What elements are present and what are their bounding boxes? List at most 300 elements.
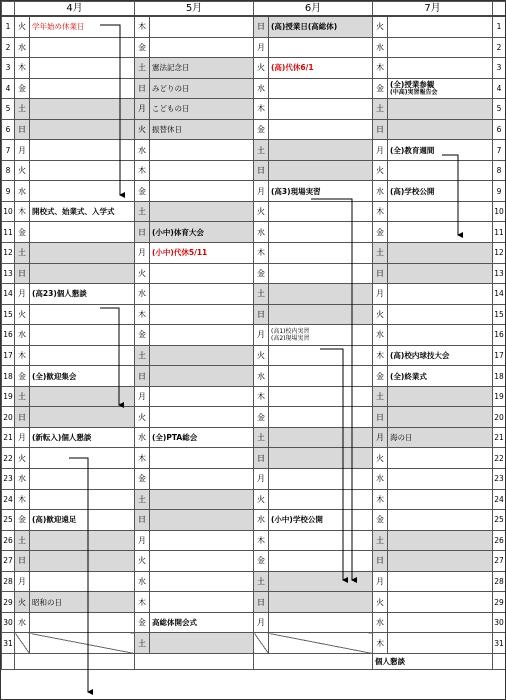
event-text: (小中)体育大会: [152, 227, 204, 237]
weekday-cell: 火: [254, 345, 269, 366]
event-cell: [150, 489, 254, 510]
event-cell: [269, 181, 373, 202]
weekday-cell: 木: [15, 489, 30, 510]
day-number: 26: [493, 530, 506, 551]
weekday-cell: 月: [135, 243, 150, 264]
event-cell: [150, 140, 254, 161]
day-number: 5: [2, 99, 15, 120]
event-cell: [388, 592, 493, 613]
day-number: 31: [493, 633, 506, 654]
weekday-cell: 土: [135, 489, 150, 510]
day-row: [2, 325, 506, 346]
event-text: (小中)代休5/11: [152, 248, 208, 258]
event-cell: [150, 530, 254, 551]
event-cell: [150, 263, 254, 284]
month-header: 6月: [254, 2, 373, 17]
day-number: 22: [493, 448, 506, 469]
weekday-cell: 火: [373, 304, 388, 325]
weekday-cell: 水: [373, 469, 388, 490]
day-number: 21: [493, 427, 506, 448]
day-row: [2, 243, 506, 264]
event-text: (高)学校公開: [390, 186, 435, 196]
event-cell: [269, 592, 373, 613]
event-cell: [269, 366, 373, 387]
weekday-cell: 金: [373, 366, 388, 387]
event-cell: [388, 366, 493, 387]
event-cell: [150, 469, 254, 490]
day-number: 12: [2, 243, 15, 264]
day-number: 1: [2, 16, 15, 37]
day-number: 25: [493, 510, 506, 531]
event-cell: [150, 243, 254, 264]
weekday-cell: 水: [15, 469, 30, 490]
event-text: (高23)個人懇談: [32, 289, 87, 299]
weekday-cell: 火: [15, 16, 30, 37]
weekday-cell: 水: [15, 181, 30, 202]
month-header: 7月: [373, 2, 493, 17]
event-text: 昭和の日: [32, 597, 62, 607]
event-cell: [30, 58, 135, 79]
event-cell: [388, 243, 493, 264]
weekday-cell: 金: [135, 469, 150, 490]
event-cell: [388, 16, 493, 37]
event-cell: [388, 201, 493, 222]
weekday-cell: 金: [135, 612, 150, 633]
weekday-cell: 水: [254, 510, 269, 531]
day-number: 24: [2, 489, 15, 510]
event-cell: [150, 37, 254, 58]
footer-cell: [135, 653, 254, 669]
weekday-cell: 月: [135, 386, 150, 407]
event-cell: [150, 16, 254, 37]
day-number: 23: [2, 469, 15, 490]
weekday-cell: 金: [135, 181, 150, 202]
weekday-cell: 月: [254, 37, 269, 58]
event-cell: [388, 489, 493, 510]
day-number: 23: [493, 469, 506, 490]
weekday-cell: 日: [15, 119, 30, 140]
weekday-cell: 日: [135, 366, 150, 387]
weekday-cell: 日: [135, 222, 150, 243]
weekday-cell: 水: [135, 571, 150, 592]
event-text: 振替休日: [152, 125, 182, 134]
weekday-cell: 土: [15, 99, 30, 120]
event-text: (高)授業日(高総体): [271, 22, 338, 32]
event-cell: [388, 633, 493, 654]
event-cell: [30, 489, 135, 510]
event-cell: [150, 58, 254, 79]
weekday-cell: 火: [254, 201, 269, 222]
day-row: [2, 612, 506, 633]
event-cell: [388, 530, 493, 551]
event-text: (高3)現場実習: [271, 186, 321, 196]
event-cell: [388, 612, 493, 633]
day-number: 19: [2, 386, 15, 407]
weekday-cell: 日: [15, 551, 30, 572]
weekday-cell: 金: [373, 78, 388, 99]
day-number: 17: [2, 345, 15, 366]
event-cell: [269, 243, 373, 264]
event-cell: [150, 366, 254, 387]
event-cell: [388, 325, 493, 346]
event-cell: [150, 407, 254, 428]
event-cell: [269, 263, 373, 284]
calendar-body: [2, 16, 506, 653]
day-number: 25: [2, 510, 15, 531]
event-cell: [30, 345, 135, 366]
event-text: 海の日: [390, 433, 413, 443]
weekday-cell: 火: [15, 592, 30, 613]
day-number: 14: [493, 284, 506, 305]
weekday-cell: 土: [254, 427, 269, 448]
day-number: 18: [493, 366, 506, 387]
event-text: (高)校内球技大会: [390, 351, 450, 361]
weekday-cell: 木: [254, 99, 269, 120]
event-cell: [150, 201, 254, 222]
weekday-cell: 火: [15, 304, 30, 325]
day-number: 14: [2, 284, 15, 305]
weekday-cell: 水: [135, 140, 150, 161]
event-cell: [150, 99, 254, 120]
day-number: 3: [493, 58, 506, 79]
day-number: 19: [493, 386, 506, 407]
weekday-cell: 土: [135, 58, 150, 79]
day-number: 9: [493, 181, 506, 202]
event-cell: [30, 201, 135, 222]
day-row: [2, 119, 506, 140]
weekday-cell: 木: [373, 633, 388, 654]
event-text: (中高)実習報告会: [390, 89, 438, 97]
day-row: [2, 407, 506, 428]
event-cell: [388, 160, 493, 181]
day-number: 20: [2, 407, 15, 428]
event-cell: [388, 284, 493, 305]
day-row: [2, 16, 506, 37]
weekday-cell: 火: [15, 448, 30, 469]
event-cell: [388, 99, 493, 120]
day-row: [2, 37, 506, 58]
weekday-cell: 金: [373, 510, 388, 531]
weekday-cell: 木: [373, 201, 388, 222]
weekday-cell: 水: [254, 78, 269, 99]
event-cell: [269, 448, 373, 469]
event-cell: [30, 181, 135, 202]
weekday-cell: 日: [135, 510, 150, 531]
weekday-cell: 月: [135, 530, 150, 551]
weekday-cell: 日: [254, 592, 269, 613]
weekday-cell: 月: [15, 284, 30, 305]
event-cell: [30, 407, 135, 428]
day-number: 30: [493, 612, 506, 633]
event-cell: [30, 386, 135, 407]
day-row: [2, 58, 506, 79]
weekday-cell: 木: [373, 58, 388, 79]
weekday-cell: 日: [15, 407, 30, 428]
event-cell: [388, 510, 493, 531]
day-number: 27: [2, 551, 15, 572]
day-number: 21: [2, 427, 15, 448]
day-row: [2, 448, 506, 469]
weekday-cell: 日: [373, 551, 388, 572]
no-day-cell: [15, 633, 30, 654]
weekday-cell: 土: [135, 201, 150, 222]
event-text: (全)終業式: [390, 371, 427, 381]
event-cell: [269, 325, 373, 346]
event-cell: [150, 551, 254, 572]
weekday-cell: 金: [135, 325, 150, 346]
weekday-cell: 土: [15, 386, 30, 407]
day-number: 6: [493, 119, 506, 140]
weekday-cell: 火: [135, 263, 150, 284]
event-cell: [30, 119, 135, 140]
calendar-table: [1, 1, 506, 670]
weekday-cell: 土: [254, 140, 269, 161]
event-cell: [30, 530, 135, 551]
event-cell: [269, 345, 373, 366]
event-text: 開校式、始業式、入学式: [32, 207, 115, 217]
day-number: 10: [493, 201, 506, 222]
weekday-cell: 月: [15, 571, 30, 592]
event-cell: [269, 284, 373, 305]
weekday-cell: 日: [15, 263, 30, 284]
weekday-cell: 土: [254, 284, 269, 305]
weekday-cell: 月: [254, 469, 269, 490]
day-row: [2, 181, 506, 202]
event-cell: [150, 284, 254, 305]
event-cell: [388, 119, 493, 140]
day-row: [2, 571, 506, 592]
event-cell: [150, 427, 254, 448]
day-row: [2, 201, 506, 222]
event-cell: [388, 140, 493, 161]
event-cell: [388, 181, 493, 202]
day-number: 15: [493, 304, 506, 325]
weekday-cell: 火: [254, 489, 269, 510]
event-cell: [388, 345, 493, 366]
event-cell: [150, 633, 254, 654]
weekday-cell: 日: [373, 263, 388, 284]
event-cell: [388, 551, 493, 572]
weekday-cell: 土: [254, 571, 269, 592]
day-number: 28: [2, 571, 15, 592]
day-number: 8: [2, 160, 15, 181]
day-row: [2, 222, 506, 243]
event-cell: [150, 612, 254, 633]
event-cell: [269, 160, 373, 181]
footer-cell: [493, 653, 506, 669]
event-cell: [388, 37, 493, 58]
event-cell: [30, 263, 135, 284]
event-cell: [269, 571, 373, 592]
no-day-cell: [30, 633, 135, 654]
event-text: 憲法記念日: [152, 63, 190, 73]
weekday-cell: 木: [135, 16, 150, 37]
event-cell: [269, 99, 373, 120]
day-number: 10: [2, 201, 15, 222]
weekday-cell: 月: [15, 140, 30, 161]
event-cell: [30, 78, 135, 99]
event-cell: [388, 78, 493, 99]
event-cell: [269, 37, 373, 58]
weekday-cell: 火: [135, 551, 150, 572]
weekday-cell: 土: [373, 243, 388, 264]
day-number: 7: [2, 140, 15, 161]
footer-row: [2, 653, 506, 669]
weekday-cell: 月: [15, 427, 30, 448]
day-number: 13: [2, 263, 15, 284]
day-row: [2, 551, 506, 572]
event-cell: [150, 222, 254, 243]
weekday-cell: 木: [254, 386, 269, 407]
event-cell: [269, 58, 373, 79]
weekday-cell: 火: [135, 119, 150, 140]
event-cell: [269, 78, 373, 99]
weekday-cell: 月: [373, 284, 388, 305]
day-number: 5: [493, 99, 506, 120]
weekday-cell: 火: [373, 592, 388, 613]
day-row: [2, 160, 506, 181]
weekday-cell: 月: [254, 181, 269, 202]
event-cell: [388, 222, 493, 243]
weekday-cell: 木: [15, 58, 30, 79]
weekday-cell: 水: [15, 612, 30, 633]
weekday-cell: 土: [135, 633, 150, 654]
event-cell: [269, 16, 373, 37]
header-corner-left: [2, 2, 15, 17]
day-number: 4: [2, 78, 15, 99]
day-number: 31: [2, 633, 15, 654]
event-cell: [388, 407, 493, 428]
day-number: 29: [493, 592, 506, 613]
day-number: 2: [493, 37, 506, 58]
weekday-cell: 木: [135, 304, 150, 325]
event-cell: [269, 119, 373, 140]
weekday-cell: 火: [135, 407, 150, 428]
event-cell: [388, 427, 493, 448]
weekday-cell: 金: [373, 222, 388, 243]
day-number: 16: [493, 325, 506, 346]
day-number: 6: [2, 119, 15, 140]
event-cell: [30, 99, 135, 120]
day-row: [2, 530, 506, 551]
weekday-cell: 火: [254, 58, 269, 79]
day-number: 11: [2, 222, 15, 243]
event-cell: [30, 243, 135, 264]
event-cell: [30, 37, 135, 58]
event-cell: [269, 530, 373, 551]
event-text: (高1)校内実習: [271, 327, 310, 335]
month-header-row: [2, 2, 506, 17]
event-cell: [150, 119, 254, 140]
day-number: 2: [2, 37, 15, 58]
event-text: (高2)現場実習: [271, 334, 310, 342]
weekday-cell: 火: [15, 160, 30, 181]
weekday-cell: 水: [373, 612, 388, 633]
weekday-cell: 水: [135, 427, 150, 448]
day-row: [2, 284, 506, 305]
month-header: 5月: [135, 2, 254, 17]
event-cell: [30, 325, 135, 346]
event-text: (全)教育週間: [390, 145, 435, 155]
event-cell: [269, 551, 373, 572]
day-number: 13: [493, 263, 506, 284]
day-number: 30: [2, 612, 15, 633]
event-cell: [30, 284, 135, 305]
day-row: [2, 263, 506, 284]
event-cell: [388, 304, 493, 325]
weekday-cell: 月: [254, 325, 269, 346]
day-number: 22: [2, 448, 15, 469]
event-cell: [30, 510, 135, 531]
weekday-cell: 土: [373, 386, 388, 407]
event-cell: [150, 510, 254, 531]
weekday-cell: 水: [373, 37, 388, 58]
weekday-cell: 金: [254, 551, 269, 572]
footer-cell: [2, 653, 15, 669]
day-number: 15: [2, 304, 15, 325]
weekday-cell: 木: [135, 160, 150, 181]
weekday-cell: 水: [373, 181, 388, 202]
weekday-cell: 水: [254, 222, 269, 243]
header-corner-right: [493, 2, 506, 17]
event-cell: [150, 78, 254, 99]
event-text: (新転入)個人懇談: [32, 433, 92, 443]
event-cell: [30, 469, 135, 490]
weekday-cell: 金: [15, 222, 30, 243]
weekday-cell: 土: [373, 99, 388, 120]
day-row: [2, 304, 506, 325]
day-number: 11: [493, 222, 506, 243]
event-cell: [150, 304, 254, 325]
weekday-cell: 木: [254, 530, 269, 551]
weekday-cell: 金: [254, 263, 269, 284]
weekday-cell: 水: [15, 325, 30, 346]
event-cell: [30, 571, 135, 592]
weekday-cell: 土: [15, 530, 30, 551]
event-cell: [269, 612, 373, 633]
weekday-cell: 土: [373, 530, 388, 551]
event-cell: [388, 448, 493, 469]
event-cell: [388, 263, 493, 284]
day-row: [2, 140, 506, 161]
day-number: 17: [493, 345, 506, 366]
day-row: [2, 510, 506, 531]
event-cell: [388, 571, 493, 592]
weekday-cell: 日: [254, 448, 269, 469]
no-day-cell: [254, 633, 269, 654]
weekday-cell: 木: [373, 489, 388, 510]
event-cell: [30, 222, 135, 243]
event-cell: [150, 448, 254, 469]
event-cell: [150, 160, 254, 181]
day-row: [2, 633, 506, 654]
weekday-cell: 火: [373, 448, 388, 469]
day-number: 26: [2, 530, 15, 551]
event-text: 学年始め休業日: [32, 22, 85, 32]
day-row: [2, 386, 506, 407]
event-cell: [30, 304, 135, 325]
weekday-cell: 金: [15, 366, 30, 387]
weekday-cell: 火: [373, 160, 388, 181]
weekday-cell: 水: [373, 325, 388, 346]
event-cell: [30, 160, 135, 181]
weekday-cell: 月: [373, 571, 388, 592]
day-row: [2, 99, 506, 120]
event-cell: [388, 58, 493, 79]
day-number: 9: [2, 181, 15, 202]
event-cell: [269, 510, 373, 531]
event-text: 高総体開会式: [152, 618, 197, 628]
